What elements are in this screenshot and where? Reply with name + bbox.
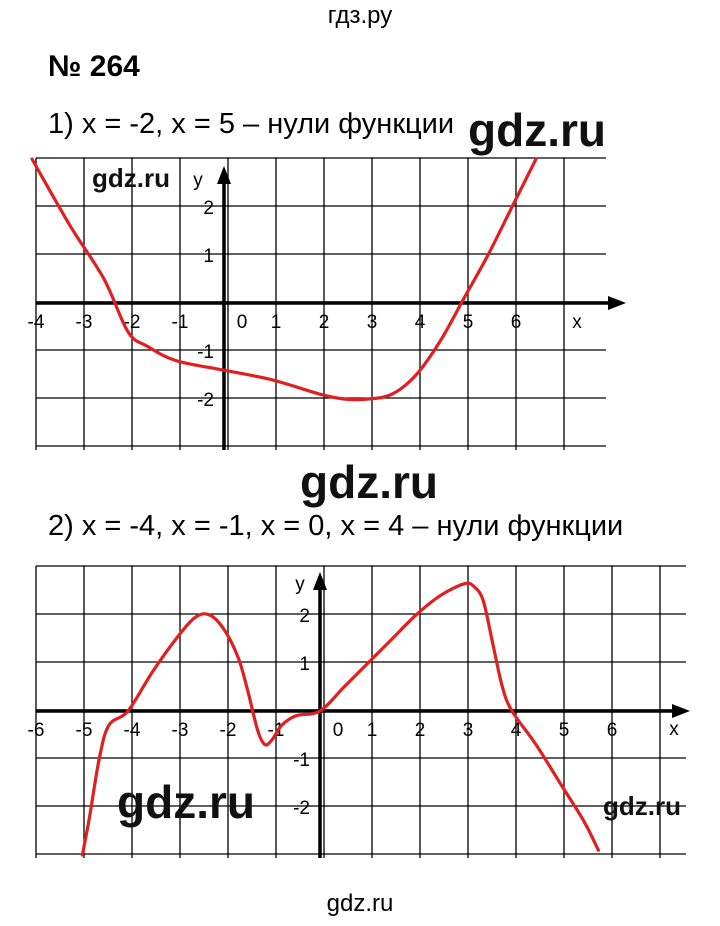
y-axis-arrow: [217, 166, 231, 184]
x-tick-label: -1: [171, 312, 189, 333]
y-axis-label: y: [193, 170, 203, 191]
x-tick-label: 6: [510, 312, 522, 333]
site-footer: gdz.ru: [326, 890, 394, 917]
x-tick-label: 0: [236, 312, 248, 333]
x-tick-label: 3: [366, 312, 378, 333]
watermark: gdz.ru: [468, 104, 606, 156]
x-tick-label: -6: [27, 720, 45, 741]
x-tick-label: 4: [510, 720, 522, 741]
x-tick-label: -4: [123, 720, 141, 741]
watermark: gdz.ru: [92, 163, 170, 193]
watermark: gdz.ru: [117, 776, 255, 828]
x-tick-label: -4: [27, 312, 45, 333]
chart-1: [28, 158, 626, 450]
x-tick-label: 1: [366, 720, 378, 741]
x-tick-label: -3: [75, 312, 93, 333]
x-tick-label: -3: [171, 720, 189, 741]
y-tick-label: -1: [197, 342, 214, 363]
x-tick-label: 0: [332, 720, 344, 741]
y-tick-label: 2: [203, 198, 214, 219]
function-curve: [32, 159, 536, 400]
x-tick-label: 5: [558, 720, 570, 741]
x-tick-label: -2: [219, 720, 237, 741]
site-header: гдз.ру: [327, 2, 393, 29]
x-axis-arrow: [672, 704, 690, 718]
y-axis-arrow: [313, 572, 327, 590]
part2-answer: 2) x = -4, x = -1, x = 0, x = 4 – нули функции: [48, 510, 624, 542]
y-tick-label: -1: [293, 750, 310, 771]
x-tick-label: 6: [606, 720, 618, 741]
x-tick-label: 2: [318, 312, 330, 333]
y-tick-label: 2: [299, 606, 310, 627]
x-tick-label: -5: [75, 720, 93, 741]
y-tick-label: -2: [197, 390, 214, 411]
watermark: gdz.ru: [603, 791, 681, 821]
watermark: gdz.ru: [300, 456, 438, 508]
x-tick-label: 2: [414, 720, 426, 741]
task-number: № 264: [48, 50, 140, 83]
x-tick-label: 5: [462, 312, 474, 333]
x-tick-label: 4: [414, 312, 426, 333]
x-axis-label: x: [572, 312, 582, 333]
y-axis-label: y: [295, 574, 305, 595]
x-tick-label: -1: [267, 720, 285, 741]
x-tick-label: 1: [270, 312, 282, 333]
part1-answer: 1) x = -2, x = 5 – нули функции: [48, 108, 455, 140]
x-tick-label: 3: [462, 720, 474, 741]
y-tick-label: -2: [293, 798, 310, 819]
x-tick-label: -2: [123, 312, 141, 333]
y-tick-label: 1: [299, 654, 310, 675]
x-axis-label: x: [669, 719, 679, 740]
y-tick-label: 1: [203, 246, 214, 267]
x-axis-arrow: [608, 296, 626, 310]
